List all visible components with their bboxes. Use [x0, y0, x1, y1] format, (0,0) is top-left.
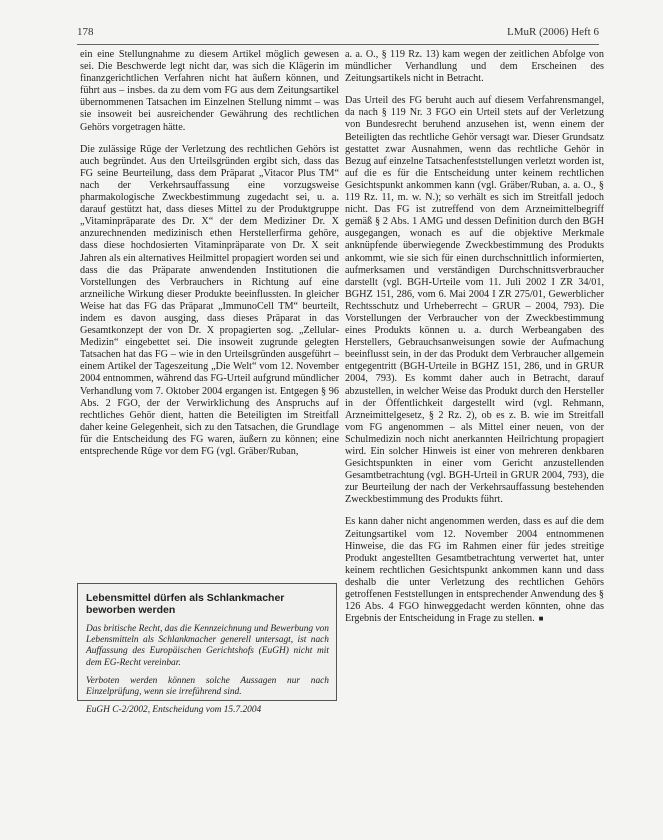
- paragraph: Die zulässige Rüge der Verletzung des rechtlichen Gehörs ist auch begründet. Aus den Urteilsgründen ergibt sich, dass das FG seine Beurteilung, dass dem Präparat „Vitacor Plus TM“ nach der Verkehrsauffassung eine vorzugsweise pharmakologische Zweckbestimmung zugedacht sei, u. a. darauf gestützt hat, dass dieses Mittel zu der Produktgruppe „Vitaminpräparate des Dr. X“ der dem Mediziner Dr. X anzurechnenden medizinisch ethen Herstellerfirma gehöre, dass diese hochdosierten Vitaminpräparate von Dr. X seit Jahren als ein alternatives Heilmittel propagiert worden sei und dass die das Präparate anwendenden Institutionen die Vorstellungen des Verbrauchers in Richtung auf eine arzneiliche Wirkung dieser Produkte beeinflussten. In gleicher Weise hat das FG das Präparat „ImmunoCell TM“ beurteilt, indem es davon ausging, dass dieses Präparat in das Gesamtkonzept der von Dr. X propagierten sog. „Zellular-Medizin“ eingebettet sei. Die insoweit zugrunde gelegten Tatsachen hat das FG – wie in den Urteilsgründen ausgeführt – einem Artikel der Tageszeitung „Die Welt“ vom 12. November 2004 entnommen, während das FG-Urteil aufgrund mündlicher Verhandlung vom 7. Oktober 2004 ergangen ist. Entgegen § 96 Abs. 2 FGO, der der Verwirklichung des Anspruchs auf rechtliches Gehör dient, hatten die Beteiligten im Streitfall daher keine Gelegenheit, sich zu den Tatsachen, die Grundlage für die Entscheidung des FG waren, äußern zu können; eine entsprechende Rüge vor dem FG (vgl. Gräber/Ruban,: [80, 143, 339, 457]
- end-mark-icon: ■: [538, 614, 544, 624]
- left-column: [80, 49, 339, 468]
- paragraph: ein eine Stellungnahme zu diesem Artikel möglich gewesen sei. Die Beschwerde legt nicht dar, was sich die Klägerin im finanzgerichtlichen Verfahren nicht hat äußern können, und führt aus – insbes. da zu dem vom FG aus dem Zeitungsartikel übernommenen Tatsachen im Einzelnen Stellung nimmt – was sie insoweit bei ausreichender Gewährung des rechtlichen Gehörs vorgetragen hätte.: [80, 49, 339, 133]
- paragraph: a. a. O., § 119 Rz. 13) kam wegen der zeitlichen Abfolge von mündlicher Verhandlung und dem Erscheinen des Zeitungsartikels nicht in Betracht.: [345, 49, 604, 85]
- paragraph: Das Urteil des FG beruht auch auf diesem Verfahrensmangel, da nach § 119 Nr. 3 FGO ein Urteil stets auf der Verletzung von Bundesrecht beruhend anzusehen ist, wenn einem der Beteiligten das rechtliche Gehör versagt war. Dieser Grundsatz gestattet zwar Ausnahmen, wenn das rechtliche Gehör in Bezug auf einzelne Tatsachenfeststellungen verletzt worden ist, auf die es für die Entscheidung unter keinem rechtlichen Gesichtspunkt ankommen kann (vgl. Gräber/Ruban, a. a. O., § 119 Rz. 11, m. w. N.); so verhält es sich im Streitfall jedoch nicht. Das FG ist zutreffend von dem Arzneimittelbegriff gemäß § 2 Abs. 1 AMG und dessen Definition durch den BGH ausgegangen, wonach es auf die objektive Merkmale anknüpfende überwiegende Zweckbestimmung des Produkts ankommt, wie sie sich für einen durchschnittlich informierten, aufmerksamen und verständigen Durchschnittsverbraucher darstellt (vgl. BGH-Urteile vom 11. Juli 2002 I ZR 34/01, BGHZ 151, 286, vom 6. Mai 2004 I ZR 275/01, Gewerblicher Rechtsschutz und Urheberrecht – GRUR – 2004, 793). Die Vorstellungen der Verbraucher von der Zweckbestimmung eines Produkts können u. a. durch Werbeangaben des Herstellers, Gebrauchsanweisungen sowie der Aufmachung beeinflusst sein, in der das Produkt dem Verbraucher allgemein entgegentritt (BGH-Urteile in BGHZ 151, 286, und in GRUR 2004, 793). Es kommt daher auch in Betracht, darauf abzustellen, in welcher Weise das Produkt durch den Hersteller in der Öffentlichkeit dargestellt wird (vgl. Rehmann, Arzneimittelgesetz, § 2 Rz. 2), ob es z. B. wie im Streitfall vom FG angenommen – als Mittel einer neuen, von der Schulmedizin noch nicht anerkannten Heilrichtung propagiert wird. Ein solcher Hinweis ist einer von mehreren denkbaren Gesichtspunkten in einer vom Gericht anzustellenden Gesamtbetrachtung (vgl. BGH-Urteil in GRUR 2004, 793), die zur Beurteilung der nach der Verkehrsauffassung bestehenden Zweckbestimmung des Produkts führt.: [345, 95, 604, 506]
- info-box: [77, 583, 337, 716]
- info-box-paragraph: Verboten werden können solche Aussagen nur nach Einzelprüfung, wenn sie irreführend sind.: [86, 675, 329, 698]
- right-column: [345, 49, 604, 635]
- page-number: 178: [77, 26, 94, 38]
- info-box-title: Lebensmittel dürfen als Schlankmacher beworben werden: [86, 592, 285, 616]
- paragraph-text: Es kann daher nicht angenommen werden, dass es auf die dem Zeitungsartikel vom 12. November 2004 entnommenen Hinweise, die das FG im Rahmen einer für jedes streitige Produkt angestellten Gesamtbetrachtung verwertet hat, unter keinem rechtlichen Gesichtspunkt ankommen kann und dass deshalb die unter Verletzung des rechtlichen Gehörs getroffenen Feststellungen in entsprechender Anwendung des § 126 Abs. 4 FGO hinweggedacht werden könnten, ohne das Ergebnis der Entscheidung in Frage zu stellen.: [345, 516, 604, 625]
- paragraph: [345, 516, 604, 625]
- info-box-paragraph: Das britische Recht, das die Kennzeichnung und Bewerbung von Lebensmitteln als Schlankmacher generell untersagt, ist nach Auffassung des Europäischen Gerichtshofs (EuGH) nicht mit dem EG-Recht vereinbar.: [86, 624, 329, 668]
- journal-header: LMuR (2006) Heft 6: [507, 26, 599, 38]
- header-rule: [77, 44, 599, 45]
- info-box-citation: EuGH C-2/2002, Entscheidung vom 15.7.2004: [86, 705, 262, 716]
